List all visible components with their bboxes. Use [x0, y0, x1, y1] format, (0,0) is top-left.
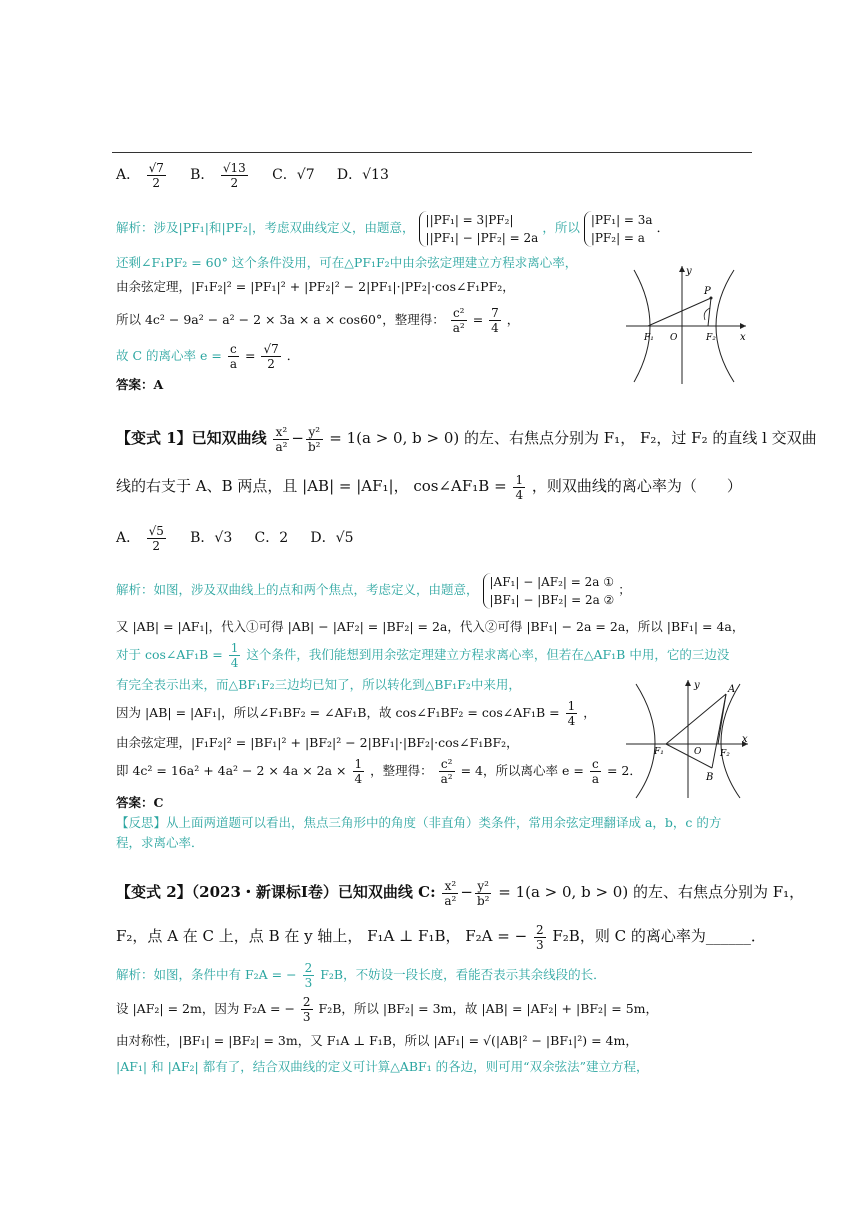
- variant2-solution-line1: 解析：如图，条件中有 F₂A = − $\frac{2}{3}$ F₂B，不妨设一段长度，看能否表示其余线段的长．: [116, 961, 606, 990]
- q1-solution-line4: 所以 4c² − 9a² − a² − 2 × 3a × a × cos60°，整理得： $\frac{\text{c²}}{\text{a²}}$ = $\frac{7}{4}$ ，: [116, 306, 520, 335]
- equation-system: |PF₁| = 3a |PF₂| = a: [584, 211, 653, 247]
- svg-text:O: O: [670, 333, 678, 343]
- solution-text: 解析：涉及|PF₁|和|PF₂|，考虑双曲线定义，由题意，: [116, 220, 415, 235]
- variant1-solution-line3: 又 |AB| = |AF₁|，代入①可得 |AB| − |AF₂| = |BF₂| = 2a，代入②可得 |BF₁| − 2a = 2a，所以 |BF₁| = 4a，: [116, 619, 745, 634]
- svg-text:F₁: F₁: [644, 333, 654, 343]
- hyperbola-figure-1: [622, 262, 752, 387]
- svg-text:A: A: [728, 684, 736, 695]
- variant1-solution-line4: 对于 cos∠AF₁B = $\frac{1}{4}$ 这个条件，我们能想到用余弦定理建立方程求离心率，但若在△AF₁B 中用，它的三边没: [116, 641, 730, 670]
- frac-den: 2: [230, 175, 239, 190]
- solution-text: ，所以: [542, 220, 580, 235]
- variant2-solution-line4: |AF₁| 和 |AF₂| 都有了，结合双曲线的定义可计算△ABF₁ 的各边，则可用“双余弦法”建立方程，: [116, 1059, 649, 1074]
- frac-den: 2: [152, 175, 161, 190]
- svg-text:y: y: [686, 266, 692, 277]
- variant1-solution-line7: 由余弦定理，|F₁F₂|² = |BF₁|² + |BF₂|² − 2|BF₁|·|BF₂|·cos∠F₁BF₂，: [116, 735, 519, 750]
- svg-text:F₂: F₂: [720, 749, 730, 759]
- variant1-reflection-line1: 【反思】从上面两道题可以看出，焦点三角形中的角度（非直角）类条件，常用余弦定理翻译成 a，b，c 的方: [116, 815, 722, 830]
- svg-text:B: B: [706, 772, 714, 783]
- variant1-solution-intro: 解析：如图，涉及双曲线上的点和两个焦点，考虑定义，由题意， |AF₁| − |AF₂| = 2a ① |BF₁| − |BF₂| = 2a ② ；: [116, 574, 631, 607]
- q1-answer: 答案：A: [116, 377, 164, 392]
- q1-solution-line2: 还剩∠F₁PF₂ = 60° 这个条件没用，可在△PF₁F₂中由余弦定理建立方程求离心率，: [116, 255, 578, 270]
- variant2-solution-line3: 由对称性，|BF₁| = |BF₂| = 3m，又 F₁A ⊥ F₁B，所以 |AF₁| = √(|AB|² − |BF₁|²) = 4m，: [116, 1033, 638, 1048]
- choice-letter: C．: [272, 167, 297, 183]
- choice-value: √7: [296, 167, 315, 183]
- variant1-title: 【变式 1】已知双曲线 $\frac{\text{x²}}{\text{a²}}$ − $\frac{\text{y²}}{\text{b²}}$ = 1(a > 0, b > 0) 的左、右焦点分别为 F₁， F₂，过 F₂ 的直线 l 交双曲: [116, 424, 817, 454]
- q1-solution-line3: 由余弦定理，|F₁F₂|² = |PF₁|² + |PF₂|² − 2|PF₁|·|PF₂|·cos∠F₁PF₂，: [116, 279, 515, 294]
- svg-text:F₂: F₂: [706, 333, 716, 343]
- variant1-solution-line5: 有完全表示出来，而△BF₁F₂三边均已知了，所以转化到△BF₁F₂中来用，: [116, 677, 521, 692]
- variant1-line2: 线的右支于 A、B 两点，且 |AB| = |AF₁|， cos∠AF₁B = $\frac{1}{4}$ ，则双曲线的离心率为（ ）: [116, 472, 742, 502]
- choice-value: √13: [362, 167, 389, 183]
- variant1-solution-line8: 即 4c² = 16a² + 4a² − 2 × 4a × 2a × $\frac{1}{4}$ ，整理得： $\frac{\text{c²}}{\text{a²}}$ = 4，所以离心率 e = $\frac{c}{a}$ = 2．: [116, 757, 642, 786]
- choice-letter: B．: [190, 167, 215, 183]
- svg-text:O: O: [694, 747, 702, 757]
- choice-letter: A．: [116, 167, 141, 183]
- variant2-title: 【变式 2】（2023・新课标Ⅰ卷）已知双曲线 C: $\frac{\text{x²}}{\text{a²}}$ − $\frac{\text{y²}}{\text{b²}}$ = 1(a > 0, b > 0) 的左、右焦点分别为 F₁，: [116, 878, 805, 908]
- variant1-solution-line6: 因为 |AB| = |AF₁|，所以∠F₁BF₂ = ∠AF₁B，故 cos∠F₁BF₂ = cos∠AF₁B = $\frac{1}{4}$ ，: [116, 699, 596, 728]
- variant2-solution-line2: 设 |AF₂| = 2m，因为 F₂A = − $\frac{2}{3}$ F₂B，所以 |BF₂| = 3m，故 |AB| = |AF₂| + |BF₂| = 5m，: [116, 995, 658, 1024]
- svg-text:F₁: F₁: [654, 747, 664, 757]
- svg-text:P: P: [704, 286, 711, 297]
- frac-num: √7: [148, 160, 164, 175]
- equation-system: |AF₁| − |AF₂| = 2a ① |BF₁| − |BF₂| = 2a ②: [483, 573, 615, 609]
- q1-choices: [116, 158, 389, 192]
- hyperbola-figure-2: [622, 676, 752, 801]
- q1-solution-intro: 解析：涉及|PF₁|和|PF₂|，考虑双曲线定义，由题意， ||PF₁| = 3|PF₂| ||PF₁| − |PF₂| = 2a ，所以 |PF₁| = 3a |PF₂| = a ．: [116, 212, 670, 245]
- top-rule: [112, 152, 752, 153]
- choice-letter: D．: [336, 167, 363, 183]
- equation-system: ||PF₁| = 3|PF₂| ||PF₁| − |PF₂| = 2a: [419, 211, 539, 247]
- svg-text:y: y: [694, 680, 700, 691]
- variant1-answer: 答案：C: [116, 795, 164, 810]
- svg-text:x: x: [742, 734, 748, 745]
- frac-num: √13: [222, 160, 246, 175]
- svg-text:x: x: [740, 332, 746, 343]
- variant1-choices: A． $\frac{√5}{2}$ B．√3 C．2 D．√5: [116, 523, 354, 553]
- variant2-line2: F₂，点 A 在 C 上，点 B 在 y 轴上， F₁A ⊥ F₁B， F₂A = − $\frac{2}{3}$ F₂B，则 C 的离心率为______．: [116, 922, 766, 952]
- variant1-reflection-line2: 程，求离心率．: [116, 835, 204, 850]
- q1-solution-line5: 故 C 的离心率 e = $\frac{c}{a}$ = $\frac{√7}{2}$ ．: [116, 342, 300, 371]
